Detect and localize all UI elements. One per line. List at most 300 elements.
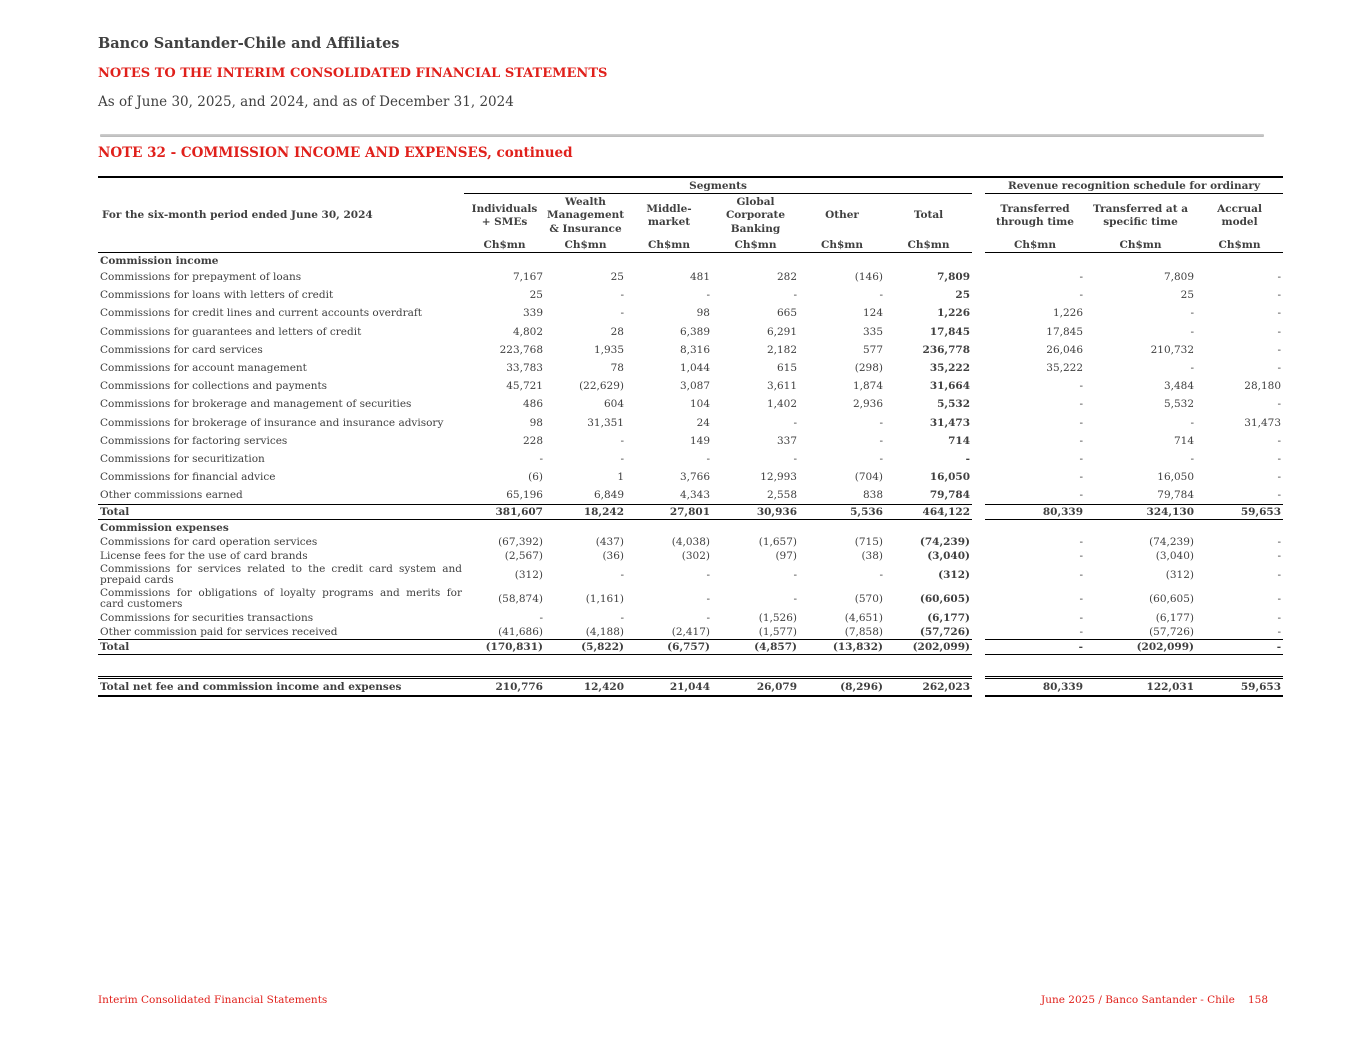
value-cell: 18,242 [545,505,626,520]
value-cell: (1,161) [585,593,624,606]
value-cell: - [620,307,624,320]
row-label: Other commission paid for services received [100,626,338,639]
value-cell: - [1079,471,1084,484]
value-cell: - [1190,362,1195,375]
commission-table [98,176,1283,697]
value-cell: - [1277,626,1282,639]
value-cell: - [1277,289,1282,302]
unit-label: Ch$mn [1196,238,1283,253]
unit-label: Ch$mn [464,238,545,253]
value-cell: (4,651) [844,612,883,625]
value-cell: - [620,289,624,302]
value-cell: - [793,452,797,465]
footer-left: Interim Consolidated Financial Statements [98,994,328,1006]
period-row-header: For the six-month period ended June 30, 2024 [102,209,373,221]
column-gap [972,505,985,520]
row-label: Commissions for collections and payments [100,380,328,393]
value-cell: 282 [776,271,797,284]
unit-label: Ch$mn [626,238,712,253]
row-label: Other commissions earned [100,489,243,502]
value-cell: (36) [602,550,624,563]
value-cell: - [706,569,710,582]
value-cell: - [793,289,797,302]
expense-section-header [98,520,1283,536]
column-header-row [98,194,1283,239]
group-header-row [98,177,1283,194]
income-row [98,341,1283,359]
value-cell: - [706,593,710,606]
value-cell: - [879,289,883,302]
column-gap [972,611,985,625]
column-gap [972,304,985,322]
row-label: Total net fee and commission income and expenses [98,678,464,697]
value-cell: - [1277,343,1282,356]
col-header-other: Other [825,209,859,222]
value-cell: - [1277,593,1282,606]
value-cell: 28,180 [1244,380,1282,393]
income-row [98,286,1283,304]
revenue-recognition-header: Revenue recognition schedule for ordinary [985,177,1283,194]
value-cell: 236,778 [922,343,971,356]
value-cell: 12,993 [760,471,797,484]
income-section-header [98,253,1283,269]
value-cell: 262,023 [885,678,972,697]
expense-total-row [98,640,1283,655]
value-cell: (146) [854,271,883,284]
value-cell: 98 [529,416,543,429]
column-gap [972,286,985,304]
value-cell: (1,526) [758,612,797,625]
value-cell: 339 [522,307,543,320]
value-cell: (298) [854,362,883,375]
value-cell: 5,536 [799,505,885,520]
value-cell: 98 [696,307,710,320]
value-cell: - [1277,536,1282,549]
value-cell: - [706,289,710,302]
value-cell: (60,605) [919,593,971,606]
income-total-row [98,505,1283,520]
income-row [98,377,1283,395]
value-cell: 31,473 [929,416,971,429]
row-label: License fees for the use of card brands [100,550,308,563]
value-cell: 65,196 [506,489,543,502]
value-cell: (67,392) [498,536,543,549]
company-name: Banco Santander-Chile and Affiliates [98,35,400,52]
column-gap [972,587,985,611]
unit-label: Ch$mn [712,238,799,253]
value-cell: 25 [529,289,543,302]
value-cell: 26,046 [1046,343,1084,356]
column-gap [972,268,985,286]
unit-label: Ch$mn [799,238,885,253]
column-gap [972,535,985,549]
value-cell: (58,874) [498,593,543,606]
value-cell: - [1277,489,1282,502]
value-cell: (4,188) [585,626,624,639]
value-cell: - [620,434,624,447]
page-number: 158 [1248,994,1269,1006]
value-cell: (22,629) [579,380,624,393]
expense-row [98,535,1283,549]
grand-total-row [98,678,1283,697]
value-cell: - [1277,550,1282,563]
row-label: Commissions for card operation services [100,536,318,549]
segments-header: Segments [464,177,972,194]
expense-row [98,563,1283,587]
value-cell: 223,768 [499,343,543,356]
value-cell: (41,686) [498,626,543,639]
value-cell: 31,351 [587,416,624,429]
value-cell: 8,316 [679,343,710,356]
value-cell: 2,182 [766,343,797,356]
income-section-header-label: Commission income [100,254,219,267]
value-cell: 464,122 [885,505,972,520]
value-cell: - [1079,626,1084,639]
row-label: Total [98,505,464,520]
value-cell: 25 [610,271,624,284]
income-row [98,359,1283,377]
column-gap [972,549,985,563]
value-cell: (715) [854,536,883,549]
income-row [98,268,1283,286]
value-cell: 6,389 [679,325,710,338]
value-cell: 1,935 [593,343,624,356]
value-cell: 3,611 [766,380,797,393]
value-cell: - [1079,380,1084,393]
value-cell: 31,664 [929,380,971,393]
value-cell: - [539,612,543,625]
income-row [98,486,1283,505]
col-header-through-time: Transferred through time [996,202,1074,228]
row-label: Commissions for obligations of loyalty programs and merits for card customers [100,587,462,611]
note-title: NOTE 32 - COMMISSION INCOME AND EXPENSES, continued [98,145,573,161]
value-cell: 16,050 [929,471,971,484]
value-cell: (5,822) [545,640,626,655]
value-cell: (4,038) [671,536,710,549]
value-cell: 1,226 [937,307,971,320]
value-cell: (6,177) [1155,612,1195,625]
value-cell: 714 [1173,434,1195,447]
value-cell: 210,776 [464,678,545,697]
value-cell: 4,802 [512,325,543,338]
date-line: As of June 30, 2025, and 2024, and as of December 31, 2024 [98,94,514,110]
value-cell: (202,099) [885,640,972,655]
value-cell: - [793,416,797,429]
col-header-middle-market: Middle-market [646,202,692,228]
value-cell: 1,044 [679,362,710,375]
column-gap [972,640,985,655]
column-gap [972,341,985,359]
value-cell: 665 [776,307,797,320]
row-label: Commissions for services related to the credit card system and prepaid cards [100,563,462,587]
value-cell: 7,809 [1163,271,1195,284]
value-cell: - [1079,398,1084,411]
value-cell: (8,296) [799,678,885,697]
value-cell: - [1079,271,1084,284]
value-cell: (2,417) [671,626,710,639]
value-cell: 5,532 [937,398,971,411]
value-cell: 59,653 [1196,505,1283,520]
value-cell: - [1277,452,1282,465]
value-cell: (57,726) [919,626,971,639]
value-cell: - [706,612,710,625]
value-cell: 486 [522,398,543,411]
column-gap [972,678,985,697]
row-label: Commissions for brokerage of insurance and insurance advisory [100,416,444,429]
column-gap [972,486,985,505]
row-label: Commissions for financial advice [100,471,276,484]
income-row [98,432,1283,450]
unit-label: Ch$mn [1085,238,1196,253]
value-cell: 25 [955,289,971,302]
value-cell: (3,040) [927,550,971,563]
col-header-global-corporate: Global Corporate Banking [725,195,786,235]
value-cell: 381,607 [464,505,545,520]
value-cell: 3,766 [679,471,710,484]
income-row [98,323,1283,341]
value-cell: - [1277,398,1282,411]
row-label: Commissions for prepayment of loans [100,271,302,284]
value-cell: (312) [1165,569,1195,582]
value-cell: 24 [696,416,710,429]
column-gap [972,563,985,587]
income-row [98,395,1283,413]
row-label: Commissions for brokerage and management of securities [100,398,412,411]
unit-label: Ch$mn [545,238,626,253]
value-cell: (1,577) [758,626,797,639]
value-cell: - [1277,612,1282,625]
col-header-total: Total [913,209,944,222]
value-cell: 1 [617,471,624,484]
expense-section-header-label: Commission expenses [100,521,229,534]
footer-right: June 2025 / Banco Santander - Chile [1041,994,1235,1006]
expense-row [98,587,1283,611]
value-cell: (74,239) [919,536,971,549]
value-cell: 35,222 [1046,362,1084,375]
value-cell: (570) [854,593,883,606]
spacer-row [98,655,1283,678]
value-cell: (4,857) [712,640,799,655]
value-cell: (202,099) [1085,640,1196,655]
value-cell: - [620,612,624,625]
row-label: Commissions for loans with letters of credit [100,289,334,302]
value-cell: 2,936 [852,398,883,411]
value-cell: - [1190,325,1195,338]
income-row [98,468,1283,486]
value-cell: (60,605) [1149,593,1195,606]
value-cell: (302) [681,550,710,563]
value-cell: 1,226 [1052,307,1084,320]
value-cell: - [539,452,543,465]
unit-label: Ch$mn [985,238,1085,253]
value-cell: 25 [1180,289,1195,302]
income-row [98,304,1283,322]
value-cell: - [1190,416,1195,429]
value-cell: (74,239) [1149,536,1195,549]
value-cell: - [879,434,883,447]
value-cell: (38) [861,550,883,563]
value-cell: 124 [862,307,883,320]
value-cell: 228 [522,434,543,447]
value-cell: - [1277,362,1282,375]
value-cell: (6,177) [927,612,971,625]
col-header-individuals: Individuals + SMEs [471,202,538,228]
value-cell: - [706,452,710,465]
value-cell: 4,343 [679,489,710,502]
col-header-specific-time: Transferred at a specific time [1093,202,1188,228]
header-divider [100,134,1264,137]
value-cell: - [965,452,971,465]
value-cell: (57,726) [1149,626,1195,639]
col-header-accrual: Accrual model [1217,202,1262,228]
value-cell: - [1277,271,1282,284]
column-gap [972,450,985,468]
row-label: Commissions for card services [100,343,263,356]
value-cell: (437) [595,536,624,549]
value-cell: - [1079,489,1084,502]
value-cell: - [985,640,1085,655]
value-cell: 80,339 [985,678,1085,697]
value-cell: - [1079,550,1084,563]
column-gap [972,395,985,413]
value-cell: (13,832) [799,640,885,655]
column-gap [972,468,985,486]
income-row [98,450,1283,468]
value-cell: (6) [528,471,543,484]
value-cell: 59,653 [1196,678,1283,697]
unit-row [98,238,1283,253]
row-label: Commissions for factoring services [100,434,288,447]
value-cell: 122,031 [1085,678,1196,697]
value-cell: 28 [610,325,624,338]
value-cell: (6,757) [626,640,712,655]
value-cell: 7,167 [512,271,543,284]
value-cell: 21,044 [626,678,712,697]
row-label: Commissions for securities transactions [100,612,314,625]
value-cell: - [1277,569,1282,582]
value-cell: 12,420 [545,678,626,697]
value-cell: 78 [610,362,624,375]
value-cell: (2,567) [504,550,543,563]
value-cell: - [1277,307,1282,320]
row-label: Commissions for account management [100,362,307,375]
value-cell: - [1079,536,1084,549]
value-cell: - [1190,307,1195,320]
value-cell: (3,040) [1155,550,1195,563]
value-cell: 7,809 [937,271,971,284]
value-cell: - [1190,452,1195,465]
value-cell: (97) [775,550,797,563]
value-cell: 335 [862,325,883,338]
value-cell: - [620,569,624,582]
column-gap [972,414,985,432]
value-cell: 1,402 [766,398,797,411]
value-cell: 30,936 [712,505,799,520]
column-gap [972,377,985,395]
value-cell: 210,732 [1150,343,1195,356]
value-cell: (704) [854,471,883,484]
row-label: Total [98,640,464,655]
value-cell: - [879,569,883,582]
value-cell: 481 [689,271,710,284]
value-cell: 6,291 [766,325,797,338]
value-cell: - [1196,640,1283,655]
value-cell: 35,222 [929,362,971,375]
value-cell: - [1079,569,1084,582]
value-cell: - [1079,289,1084,302]
value-cell: - [620,452,624,465]
value-cell: 604 [603,398,624,411]
value-cell: - [1079,612,1084,625]
value-cell: - [1079,434,1084,447]
value-cell: - [1079,452,1084,465]
row-label: Commissions for securitization [100,452,265,465]
value-cell: (7,858) [844,626,883,639]
value-cell: 26,079 [712,678,799,697]
value-cell: 79,784 [929,489,971,502]
value-cell: 838 [862,489,883,502]
value-cell: 714 [948,434,971,447]
notes-title: NOTES TO THE INTERIM CONSOLIDATED FINANCIAL STATEMENTS [98,66,608,81]
value-cell: 3,087 [679,380,710,393]
value-cell: (1,657) [758,536,797,549]
column-gap [972,323,985,341]
value-cell: 17,845 [929,325,971,338]
column-gap [972,359,985,377]
value-cell: 27,801 [626,505,712,520]
value-cell: 5,532 [1163,398,1195,411]
col-header-wealth: Wealth Management & Insurance [547,195,625,235]
expense-row [98,625,1283,640]
value-cell: 17,845 [1046,325,1084,338]
expense-row [98,611,1283,625]
value-cell: - [1277,434,1282,447]
value-cell: 3,484 [1163,380,1195,393]
column-gap [972,432,985,450]
income-row [98,414,1283,432]
value-cell: - [879,452,883,465]
value-cell: 80,339 [985,505,1085,520]
value-cell: 6,849 [593,489,624,502]
value-cell: 324,130 [1085,505,1196,520]
value-cell: 337 [776,434,797,447]
unit-label: Ch$mn [885,238,972,253]
value-cell: - [793,593,797,606]
value-cell: - [1079,416,1084,429]
column-gap [972,625,985,640]
row-label: Commissions for guarantees and letters of credit [100,325,362,338]
value-cell: 45,721 [506,380,543,393]
value-cell: (312) [514,569,543,582]
value-cell: 2,558 [766,489,797,502]
value-cell: - [1277,325,1282,338]
value-cell: 577 [862,343,883,356]
expense-row [98,549,1283,563]
value-cell: 79,784 [1157,489,1195,502]
value-cell: - [1277,471,1282,484]
value-cell: 104 [689,398,710,411]
value-cell: - [879,416,883,429]
value-cell: - [1079,593,1084,606]
value-cell: 1,874 [852,380,883,393]
value-cell: 615 [776,362,797,375]
value-cell: (170,831) [464,640,545,655]
value-cell: - [793,569,797,582]
value-cell: 33,783 [506,362,543,375]
value-cell: 149 [689,434,710,447]
row-label: Commissions for credit lines and current accounts overdraft [100,307,423,320]
value-cell: 16,050 [1157,471,1195,484]
